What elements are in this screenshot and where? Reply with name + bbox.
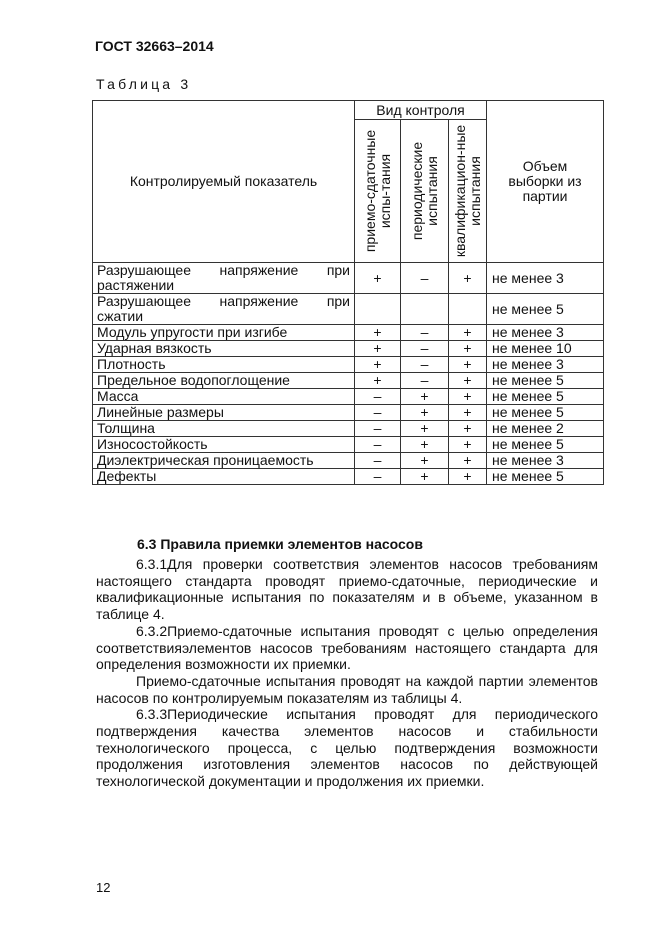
table-row: [93, 373, 604, 389]
paragraph: Приемо-сдаточные испытания проводят на каждой партии элементов насосов по контролируемым показателям из таблицы 4.: [96, 672, 598, 706]
standard-designation: ГОСТ 32663–2014: [95, 38, 214, 54]
periodic-mark: +: [401, 389, 449, 405]
qualification-mark: +: [449, 421, 487, 437]
qualification-mark: +: [449, 437, 487, 453]
header-acceptance-cell: [355, 120, 401, 263]
table-header-row-1: [93, 101, 604, 120]
qualification-mark: +: [449, 263, 487, 294]
header-periodic: периодические испытания: [408, 141, 440, 241]
acceptance-mark: –: [355, 437, 401, 453]
control-table: [92, 100, 604, 485]
qualification-mark: +: [449, 373, 487, 389]
periodic-mark: +: [401, 437, 449, 453]
table-row: [93, 405, 604, 421]
paragraph: 6.3.2Приемо-сдаточные испытания проводят с целью определения соответствияэлементов насосов требованиям настоящего стандарта для определения возможности их приемки.: [96, 622, 598, 673]
table-row: [93, 469, 604, 485]
indicator-cell: Масса: [93, 389, 355, 405]
table-row: [93, 437, 604, 453]
paragraph: 6.3.1Для проверки соответствия элементов насосов требованиям настоящего стандарта проводят приемо-сдаточные, периодические и квалификационные испытания по показателям и в объеме, указанном в таблице 4.: [96, 556, 598, 623]
periodic-mark: –: [401, 325, 449, 341]
table-row: [93, 263, 604, 294]
indicator-cell: Линейные размеры: [93, 405, 355, 421]
sample-size-cell: не менее 5: [487, 437, 604, 453]
table-row: [93, 325, 604, 341]
sample-size-cell: не менее 5: [487, 373, 604, 389]
periodic-mark: +: [401, 453, 449, 469]
table-row: [93, 389, 604, 405]
indicator-cell: Плотность: [93, 357, 355, 373]
sample-size-cell: не менее 3: [487, 453, 604, 469]
header-qualification: квалификацион-ные испытания: [451, 124, 483, 258]
indicator-cell: Предельное водопоглощение: [93, 373, 355, 389]
sample-size-cell: не менее 3: [487, 263, 604, 294]
periodic-mark: +: [401, 405, 449, 421]
acceptance-mark: –: [355, 405, 401, 421]
acceptance-mark: –: [355, 421, 401, 437]
sample-size-cell: не менее 10: [487, 341, 604, 357]
acceptance-mark: +: [355, 325, 401, 341]
table-row: [93, 357, 604, 373]
acceptance-mark: +: [355, 263, 401, 294]
table-caption: Таблица 3: [96, 76, 192, 92]
qualification-mark: +: [449, 405, 487, 421]
acceptance-mark: –: [355, 453, 401, 469]
section-title: 6.3 Правила приемки элементов насосов: [137, 536, 423, 552]
indicator-cell: Дефекты: [93, 469, 355, 485]
table-row: [93, 294, 604, 325]
periodic-mark: +: [401, 469, 449, 485]
periodic-mark: +: [401, 421, 449, 437]
acceptance-mark: –: [355, 389, 401, 405]
indicator-cell: Модуль упругости при изгибе: [93, 325, 355, 341]
sample-size-cell: не менее 5: [487, 294, 604, 325]
table-row: [93, 341, 604, 357]
periodic-mark: –: [401, 373, 449, 389]
qualification-mark: +: [449, 389, 487, 405]
header-qualification-cell: [449, 120, 487, 263]
paragraph: 6.3.3Периодические испытания проводят для периодического подтверждения качества элементов насосов и стабильности технологического процесса, с целью подтверждения возможности продолжения изготовления элементов насосов по действующей технологической документации и продолжения их приемки.: [96, 706, 598, 790]
periodic-mark: –: [401, 263, 449, 294]
indicator-cell: Разрушающее напряжение при растяжении: [93, 263, 355, 294]
qualification-mark: +: [449, 325, 487, 341]
qualification-mark: [449, 294, 487, 325]
acceptance-mark: [355, 294, 401, 325]
periodic-mark: –: [401, 357, 449, 373]
periodic-mark: [401, 294, 449, 325]
header-periodic-cell: [401, 120, 449, 263]
indicator-cell: Разрушающее напряжение при сжатии: [93, 294, 355, 325]
sample-size-cell: не менее 2: [487, 421, 604, 437]
sample-size-cell: не менее 5: [487, 405, 604, 421]
header-sample-size: Объем выборки из партии: [487, 101, 604, 263]
qualification-mark: +: [449, 469, 487, 485]
indicator-cell: Ударная вязкость: [93, 341, 355, 357]
acceptance-mark: +: [355, 373, 401, 389]
sample-size-cell: не менее 5: [487, 389, 604, 405]
indicator-cell: Диэлектрическая проницаемость: [93, 453, 355, 469]
sample-size-cell: не менее 5: [487, 469, 604, 485]
acceptance-mark: +: [355, 357, 401, 373]
page-number: 12: [96, 880, 111, 895]
section-body: [96, 556, 598, 790]
indicator-cell: Износостойкость: [93, 437, 355, 453]
acceptance-mark: +: [355, 341, 401, 357]
acceptance-mark: –: [355, 469, 401, 485]
indicator-cell: Толщина: [93, 421, 355, 437]
qualification-mark: +: [449, 357, 487, 373]
sample-size-cell: не менее 3: [487, 357, 604, 373]
table-row: [93, 421, 604, 437]
sample-size-cell: не менее 3: [487, 325, 604, 341]
header-control-type: Вид контроля: [355, 101, 487, 120]
periodic-mark: –: [401, 341, 449, 357]
qualification-mark: +: [449, 341, 487, 357]
qualification-mark: +: [449, 453, 487, 469]
header-acceptance: приемо-сдаточные испы-тания: [361, 129, 393, 253]
header-indicator: Контролируемый показатель: [93, 101, 355, 263]
table-row: [93, 453, 604, 469]
